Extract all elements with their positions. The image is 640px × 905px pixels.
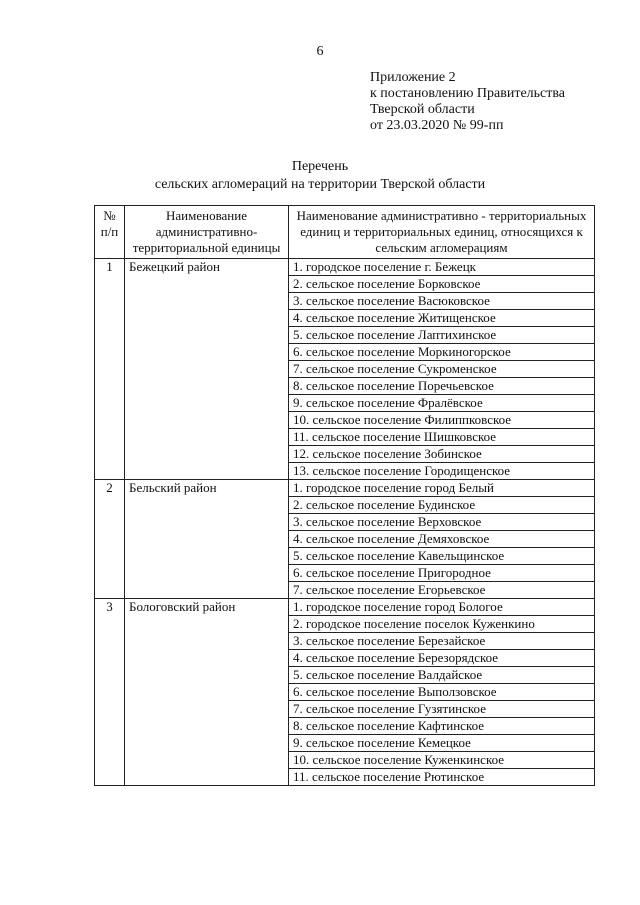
table-body	[95, 259, 595, 786]
title-line: сельских агломераций на территории Тверской области	[154, 177, 486, 192]
agglomeration-table	[94, 205, 595, 786]
settlement-name: 4. сельское поселение Житищенское	[289, 310, 595, 327]
settlement-name: 11. сельское поселение Рютинское	[289, 769, 595, 786]
district-name: Бологовский район	[125, 599, 289, 786]
page-number: 6	[316, 44, 324, 59]
settlement-name: 6. сельское поселение Выползовское	[289, 684, 595, 701]
settlement-name: 7. сельское поселение Егорьевское	[289, 582, 595, 599]
settlement-name: 6. сельское поселение Моркиногорское	[289, 344, 595, 361]
table-header-row	[95, 206, 595, 259]
row-number: 3	[95, 599, 125, 786]
title-line: Перечень	[291, 159, 349, 174]
settlement-name: 1. городское поселение г. Бежецк	[289, 259, 595, 276]
table-row	[95, 480, 595, 497]
settlement-name: 10. сельское поселение Филиппковское	[289, 412, 595, 429]
row-number: 1	[95, 259, 125, 480]
settlement-name: 4. сельское поселение Демяховское	[289, 531, 595, 548]
appendix-block	[370, 70, 565, 134]
settlement-name: 3. сельское поселение Березайское	[289, 633, 595, 650]
settlement-name: 12. сельское поселение Зобинское	[289, 446, 595, 463]
settlement-name: 3. сельское поселение Верховское	[289, 514, 595, 531]
settlement-name: 7. сельское поселение Сукроменское	[289, 361, 595, 378]
settlement-name: 8. сельское поселение Поречьевское	[289, 378, 595, 395]
settlement-name: 7. сельское поселение Гузятинское	[289, 701, 595, 718]
document-title	[0, 158, 640, 194]
table-row	[95, 599, 595, 616]
district-name: Бельский район	[125, 480, 289, 599]
appendix-line: Приложение 2	[370, 70, 456, 85]
settlement-name: 8. сельское поселение Кафтинское	[289, 718, 595, 735]
settlement-name: 13. сельское поселение Городищенское	[289, 463, 595, 480]
settlement-name: 9. сельское поселение Кемецкое	[289, 735, 595, 752]
settlement-name: 2. сельское поселение Будинское	[289, 497, 595, 514]
settlement-name: 10. сельское поселение Куженкинское	[289, 752, 595, 769]
settlement-name: 5. сельское поселение Лаптихинское	[289, 327, 595, 344]
settlement-name: 9. сельское поселение Фралёвское	[289, 395, 595, 412]
settlement-name: 2. сельское поселение Борковское	[289, 276, 595, 293]
settlement-name: 2. городское поселение поселок Куженкино	[289, 616, 595, 633]
district-name: Бежецкий район	[125, 259, 289, 480]
header-settlements: Наименование административно - территориальных единиц и территориальных единиц, относящихся к сельским агломерациям	[289, 206, 595, 259]
appendix-line: к постановлению Правительства	[370, 86, 566, 101]
appendix-date-line: от 23.03.2020 № 99-пп	[370, 118, 504, 133]
settlement-name: 4. сельское поселение Березорядское	[289, 650, 595, 667]
settlement-name: 3. сельское поселение Васюковское	[289, 293, 595, 310]
settlement-name: 5. сельское поселение Валдайское	[289, 667, 595, 684]
header-territorial-unit: Наименование административно-территориальной единицы	[125, 206, 289, 259]
row-number: 2	[95, 480, 125, 599]
settlement-name: 1. городское поселение город Белый	[289, 480, 595, 497]
header-number: № п/п	[95, 206, 125, 259]
settlement-name: 11. сельское поселение Шишковское	[289, 429, 595, 446]
settlement-name: 6. сельское поселение Пригородное	[289, 565, 595, 582]
settlement-name: 1. городское поселение город Бологое	[289, 599, 595, 616]
table-row	[95, 259, 595, 276]
settlement-name: 5. сельское поселение Кавельщинское	[289, 548, 595, 565]
appendix-line: Тверской области	[370, 102, 475, 117]
